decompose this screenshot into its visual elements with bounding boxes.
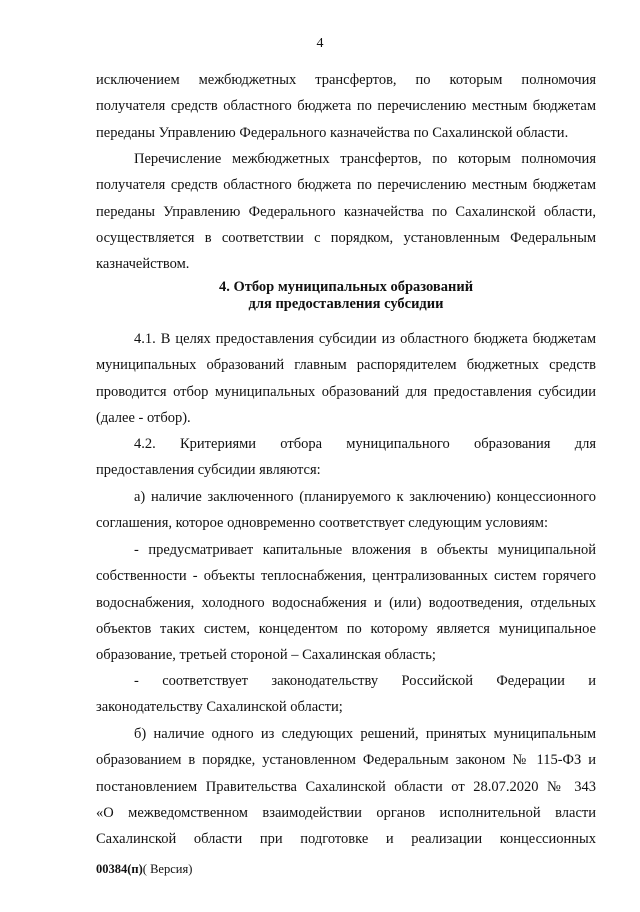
text-line: исключением межбюджетных трансфертов, по которым полномочия bbox=[96, 72, 596, 88]
document-version: ( Версия) bbox=[142, 862, 193, 876]
text-line: переданы Управлению Федерального казначейства по Сахалинской области. bbox=[96, 124, 569, 141]
text-line: объектов таких систем, концедентом по которому является муниципальное bbox=[96, 620, 596, 637]
paragraph-b bbox=[96, 721, 596, 852]
paragraph-transfers bbox=[96, 146, 596, 277]
paragraph-continuation bbox=[96, 67, 596, 146]
paragraph-dash-2 bbox=[96, 668, 596, 721]
text-line: предоставления субсидии являются: bbox=[96, 462, 321, 479]
page-number: 4 bbox=[316, 36, 324, 51]
paragraph-4-1 bbox=[96, 326, 596, 431]
paragraph-4-2 bbox=[96, 431, 596, 484]
heading-line: для предоставления субсидии bbox=[248, 296, 444, 312]
text-line: образование, третьей стороной – Сахалинская область; bbox=[96, 647, 436, 664]
text-line: - соответствует законодательству Российской Федерации и bbox=[134, 673, 596, 689]
text-line: 4.2. Критериями отбора муниципального образования для bbox=[134, 436, 596, 452]
text-line: собственности - объекты теплоснабжения, централизованных систем горячего bbox=[96, 568, 596, 585]
document-footer bbox=[96, 862, 192, 877]
text-line: законодательству Сахалинской области; bbox=[96, 699, 343, 716]
text-line: водоснабжения, холодного водоснабжения и (или) водоотведения, отдельных bbox=[96, 594, 596, 611]
text-line: соглашения, которое одновременно соответствует следующим условиям: bbox=[96, 515, 548, 532]
section-heading bbox=[96, 279, 596, 313]
heading-line: 4. Отбор муниципальных образований bbox=[218, 279, 474, 295]
text-line: Перечисление межбюджетных трансфертов, по которым полномочия bbox=[134, 151, 596, 167]
text-line: б) наличие одного из следующих решений, принятых муниципальным bbox=[134, 726, 596, 742]
text-line: получателя средств областного бюджета по перечислению местным бюджетам bbox=[96, 98, 596, 115]
text-line: проводится отбор муниципальных образований для предоставления субсидии bbox=[96, 383, 596, 400]
text-line: «О межведомственном взаимодействии органов исполнительной власти bbox=[96, 804, 596, 821]
text-line: Сахалинской области при подготовке и реализации концессионных bbox=[96, 831, 596, 848]
paragraph-dash-1 bbox=[96, 537, 596, 668]
text-line: образованием в порядке, установленном Федеральным законом № 115-ФЗ и bbox=[96, 752, 596, 769]
text-line: осуществляется в соответствии с порядком, установленным Федеральным bbox=[96, 229, 596, 246]
text-line: - предусматривает капитальные вложения в объекты муниципальной bbox=[134, 542, 596, 558]
text-line: казначейством. bbox=[96, 256, 190, 273]
document-code: 00384(п) bbox=[96, 862, 143, 876]
text-line: 4.1. В целях предоставления субсидии из областного бюджета бюджетам bbox=[134, 331, 596, 347]
text-line: постановлением Правительства Сахалинской области от 28.07.2020 № 343 bbox=[96, 778, 596, 795]
text-line: переданы Управлению Федерального казначейства по Сахалинской области, bbox=[96, 203, 596, 220]
text-line: муниципальных образований главным распорядителем бюджетных средств bbox=[96, 357, 596, 374]
text-line: получателя средств областного бюджета по перечислению местным бюджетам bbox=[96, 177, 596, 194]
text-line: а) наличие заключенного (планируемого к заключению) концессионного bbox=[134, 489, 596, 505]
paragraph-a bbox=[96, 484, 596, 537]
text-line: (далее - отбор). bbox=[96, 409, 191, 426]
